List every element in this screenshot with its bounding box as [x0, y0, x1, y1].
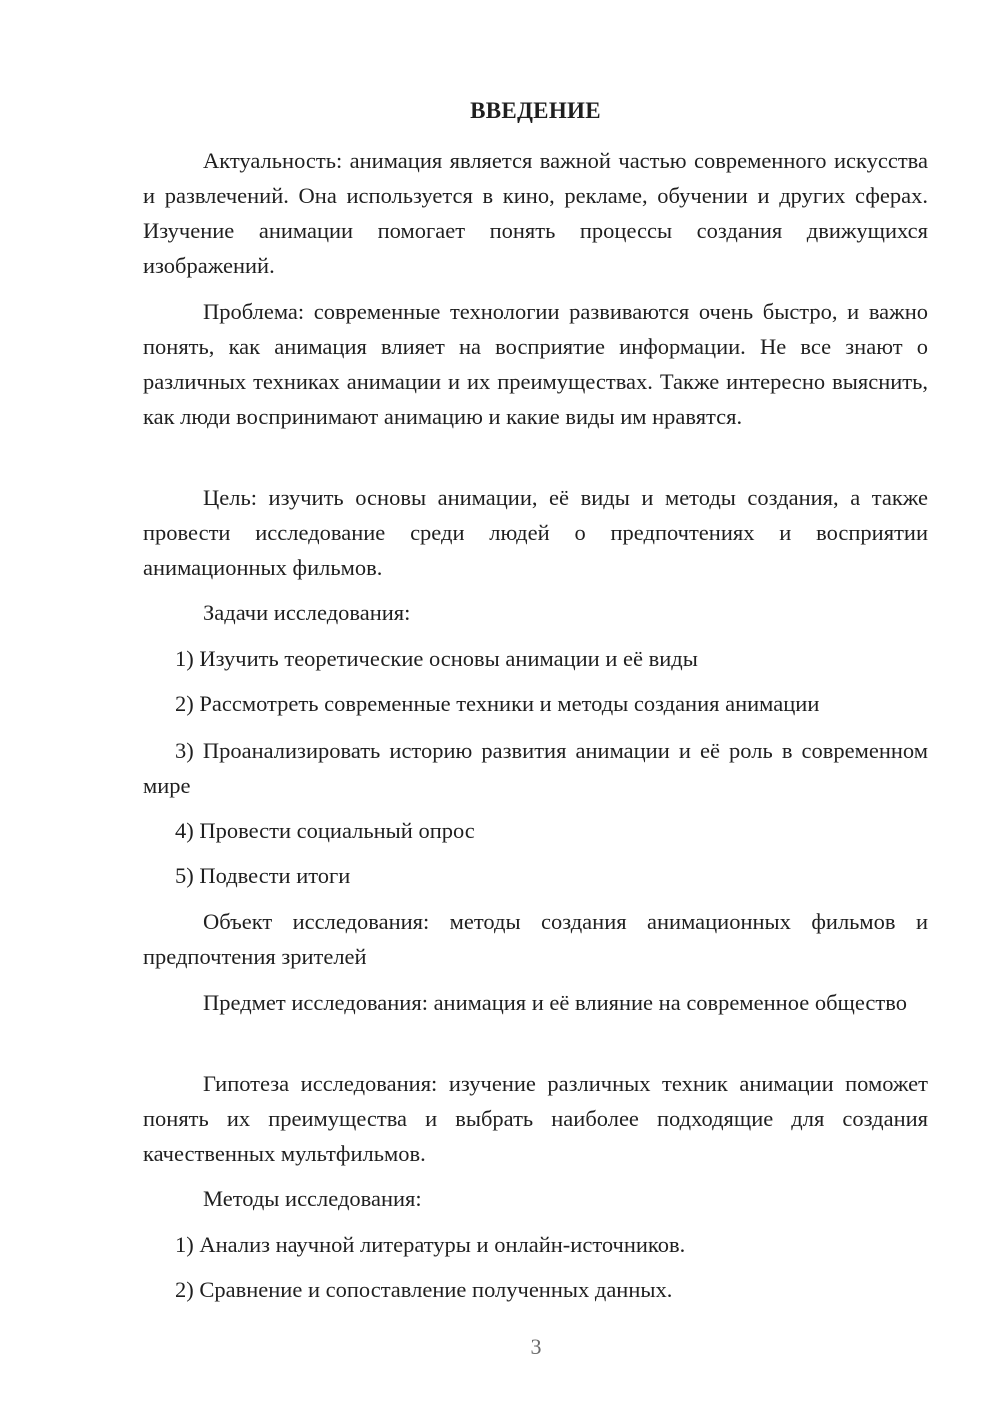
tasks-heading: Задачи исследования:	[203, 600, 411, 625]
task-item: 2) Рассмотреть современные техники и методы создания анимации	[175, 691, 820, 716]
problem-paragraph: Проблема: современные технологии развиваются очень быстро, и важно понять, как анимация влияет на восприятие информации. Не все знают о различных техниках анимации и их преимуществах. Также интересно выяснить, как люди воспринимают анимацию и какие виды им нравятся.	[143, 299, 928, 429]
task-item: 5) Подвести итоги	[175, 863, 351, 888]
method-item: 1) Анализ научной литературы и онлайн-источников.	[175, 1232, 686, 1257]
page-title: ВВЕДЕНИЕ	[470, 98, 601, 123]
object-paragraph: Объект исследования: методы создания анимационных фильмов и предпочтения зрителей	[143, 909, 928, 969]
task-item: 4) Провести социальный опрос	[175, 818, 475, 843]
subject-paragraph: Предмет исследования: анимация и её влияние на современное общество	[203, 990, 907, 1015]
goal-paragraph: Цель: изучить основы анимации, её виды и методы создания, а также провести исследование среди людей о предпочтениях и восприятии анимационных фильмов.	[143, 485, 928, 580]
methods-heading: Методы исследования:	[203, 1186, 422, 1211]
relevance-paragraph: Актуальность: анимация является важной частью современного искусства и развлечений. Она используется в кино, рекламе, обучении и других сферах. Изучение анимации помогает понять процессы создания движущихся изображений.	[143, 148, 928, 278]
hypothesis-paragraph: Гипотеза исследования: изучение различных техник анимации поможет понять их преимущества и выбрать наиболее подходящие для создания качественных мультфильмов.	[143, 1071, 928, 1166]
page-number: 3	[530, 1334, 542, 1359]
task-item: 3) Проанализировать историю развития анимации и её роль в современном мире	[143, 738, 928, 798]
method-item: 2) Сравнение и сопоставление полученных данных.	[175, 1277, 673, 1302]
task-item: 1) Изучить теоретические основы анимации и её виды	[175, 646, 698, 671]
